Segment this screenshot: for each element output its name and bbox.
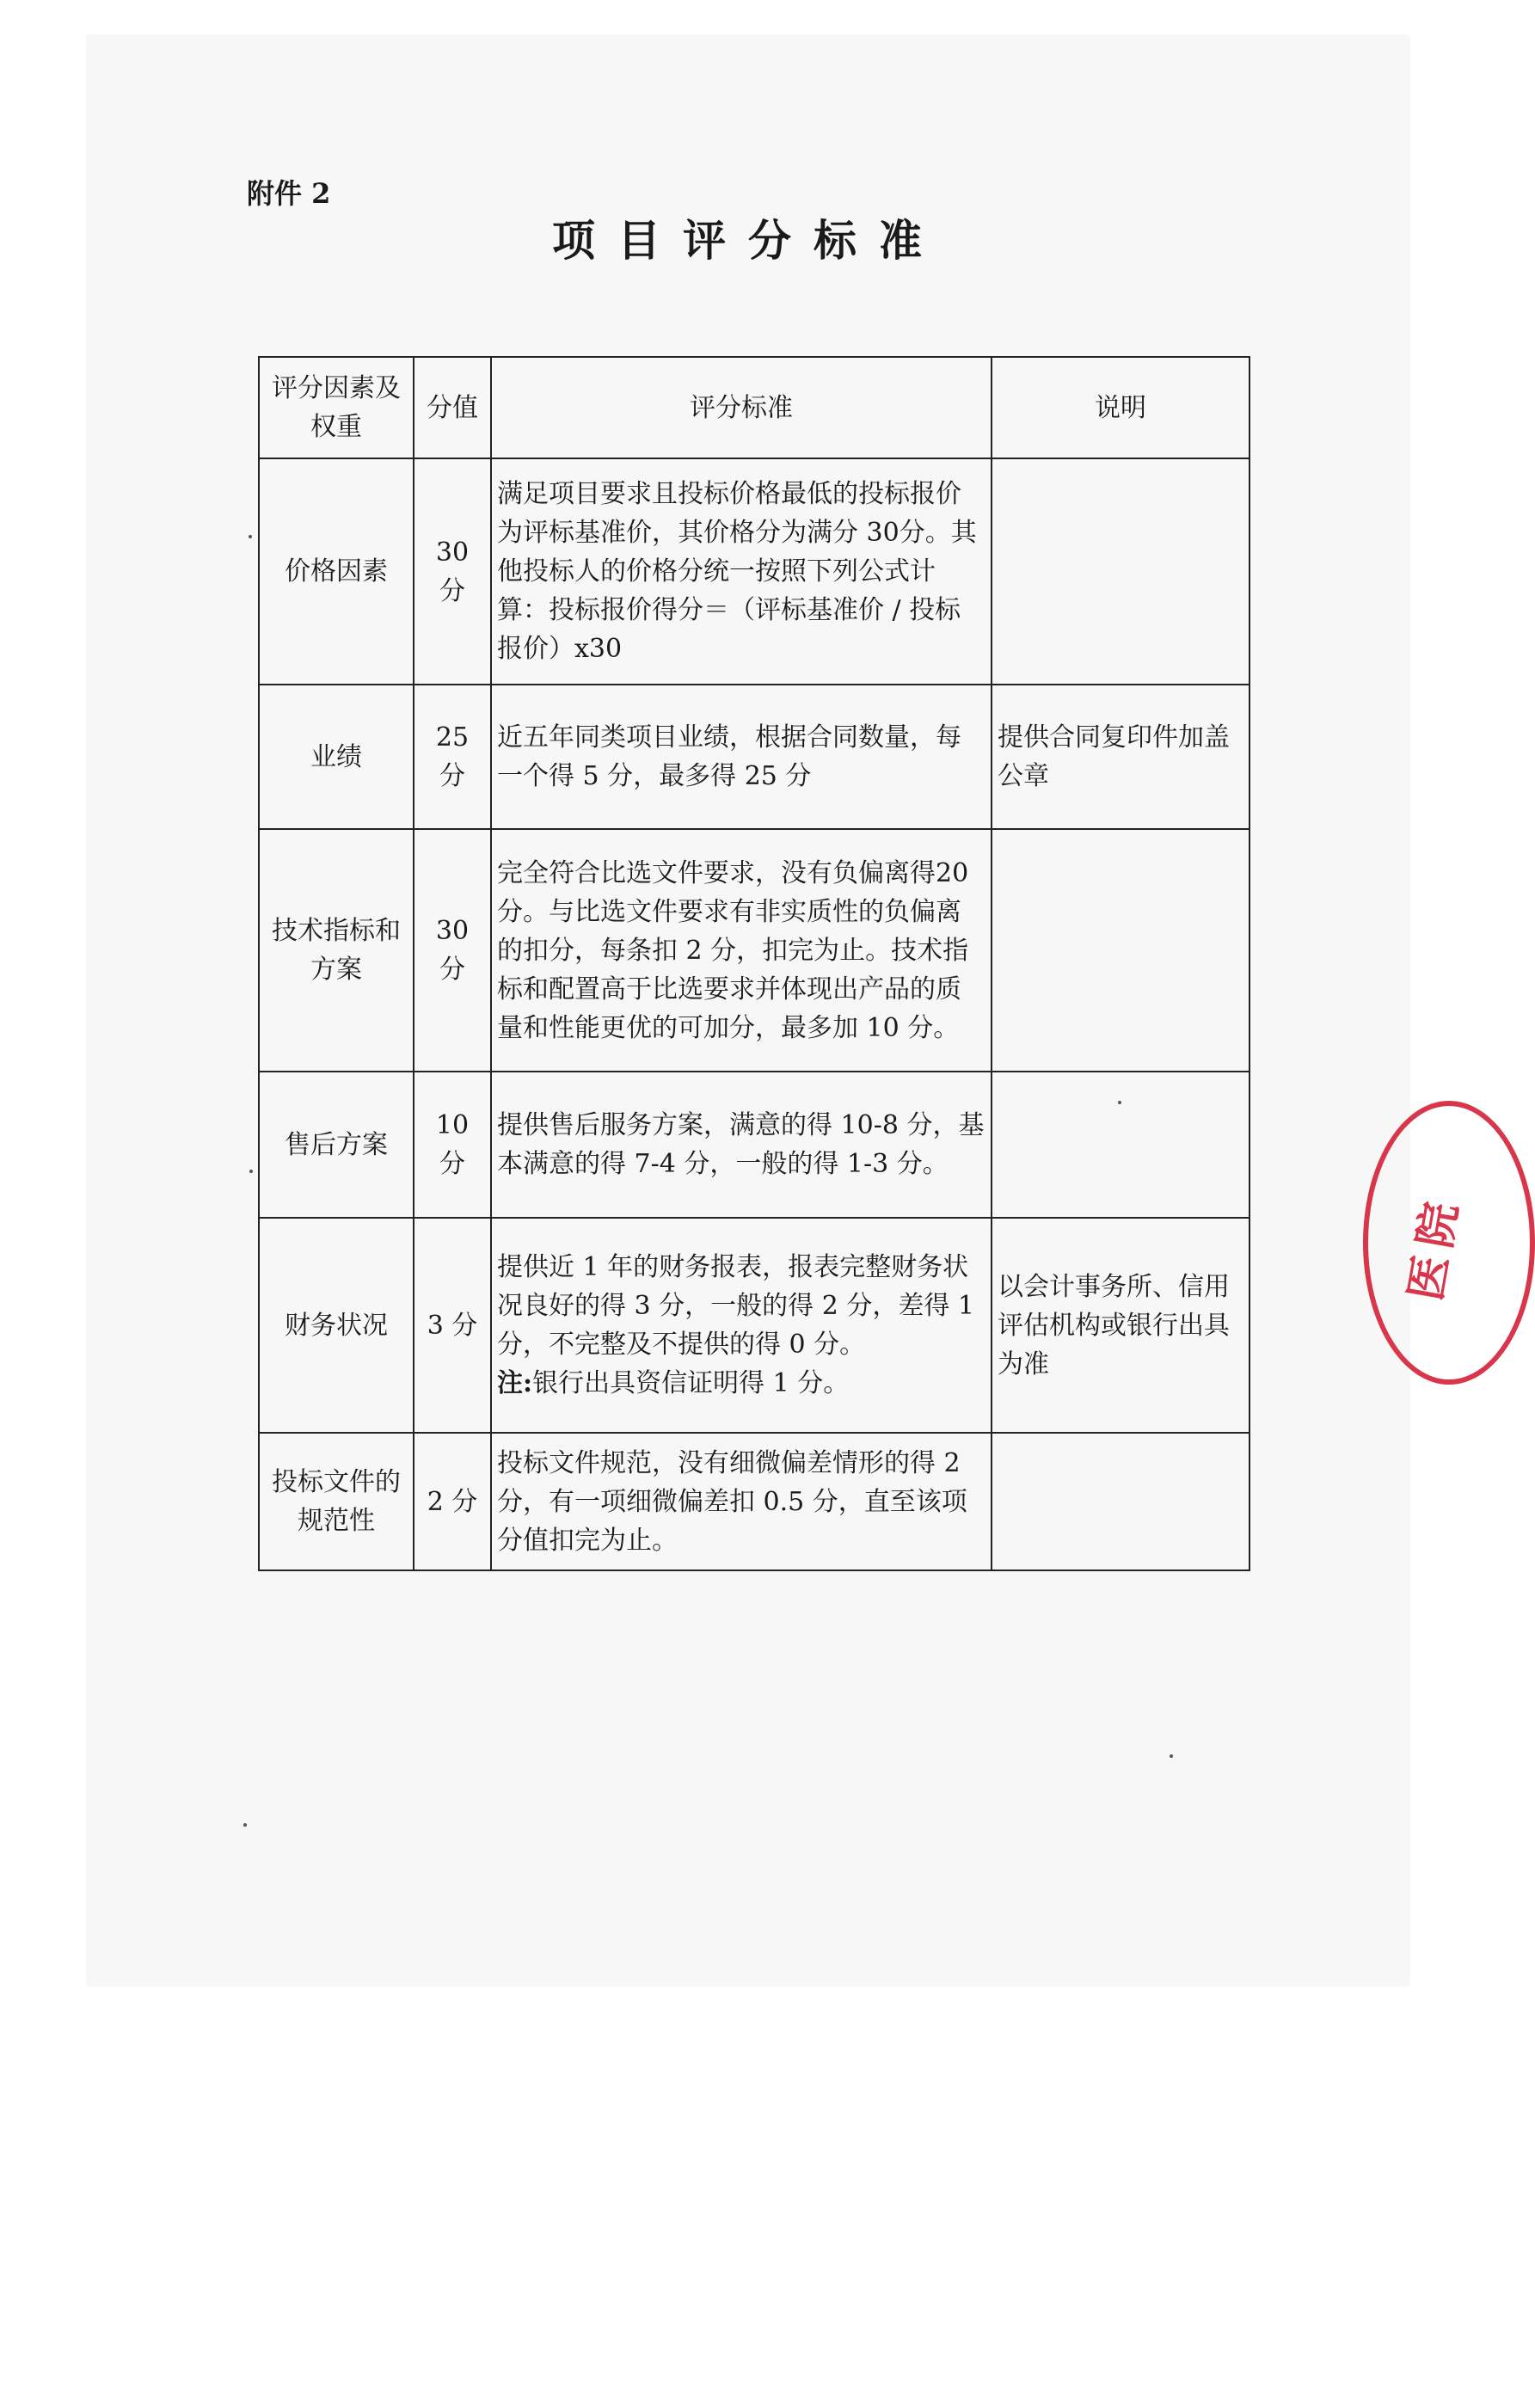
row-note: [992, 1072, 1249, 1218]
table-row: [259, 829, 1249, 1072]
column-header-factor: 评分因素及权重: [259, 357, 414, 458]
row-note: 提供合同复印件加盖公章: [992, 685, 1249, 829]
scan-speck: [1118, 1101, 1121, 1104]
attachment-label: 附件 2: [247, 177, 331, 210]
row-criteria: 提供近 1 年的财务报表，报表完整财务状况良好的得 3 分，一般的得 2 分，差得 1 分，不完整及不提供的得 0 分。: [497, 1252, 974, 1360]
column-header-note: 说明: [992, 357, 1249, 458]
row-note: [992, 829, 1249, 1072]
row-factor: 业绩: [259, 685, 414, 829]
column-header-criteria: 评分标准: [491, 357, 992, 458]
row-score: 2 分: [414, 1433, 491, 1570]
row-factor: 售后方案: [259, 1072, 414, 1218]
row-factor: 财务状况: [259, 1218, 414, 1433]
row-criteria-cell: [491, 1218, 992, 1433]
criteria-note-text: 银行出具资信证明得 1 分。: [532, 1368, 850, 1398]
seal-stamp: [1363, 1101, 1535, 1385]
row-score: 10 分: [414, 1072, 491, 1218]
row-criteria: 投标文件规范，没有细微偏差情形的得 2 分，有一项细微偏差扣 0.5 分，直至该项分值扣完为止。: [491, 1433, 992, 1570]
page-title: 项目评分标准: [552, 215, 944, 266]
row-criteria: 提供售后服务方案，满意的得 10-8 分，基本满意的得 7-4 分，一般的得 1-3 分。: [491, 1072, 992, 1218]
criteria-note-label: 注:: [497, 1368, 533, 1398]
table-row: [259, 685, 1249, 829]
row-criteria: 满足项目要求且投标价格最低的投标报价为评标基准价，其价格分为满分 30分。其他投标人的价格分统一按照下列公式计算：投标报价得分＝（评标基准价 / 投标报价）x30: [491, 458, 992, 685]
row-score: 30 分: [414, 458, 491, 685]
row-criteria: 近五年同类项目业绩，根据合同数量，每一个得 5 分，最多得 25 分: [491, 685, 992, 829]
row-score: 25 分: [414, 685, 491, 829]
row-note: [992, 458, 1249, 685]
row-note: [992, 1433, 1249, 1570]
row-score: 30 分: [414, 829, 491, 1072]
scan-speck: [249, 1170, 253, 1173]
column-header-score: 分值: [414, 357, 491, 458]
row-criteria: 完全符合比选文件要求，没有负偏离得20分。与比选文件要求有非实质性的负偏离的扣分，每条扣 2 分，扣完为止。技术指标和配置高于比选要求并体现出产品的质量和性能更优的可加分，最多加 10 分。: [491, 829, 992, 1072]
table-row: [259, 1218, 1249, 1433]
row-factor: 价格因素: [259, 458, 414, 685]
row-score: 3 分: [414, 1218, 491, 1433]
table-row: [259, 1433, 1249, 1570]
table-header-row: [259, 357, 1249, 458]
row-note: 以会计事务所、信用评估机构或银行出具为准: [992, 1218, 1249, 1433]
row-factor: 技术指标和方案: [259, 829, 414, 1072]
table-row: [259, 458, 1249, 685]
seal-text: 医院: [1399, 1190, 1470, 1305]
table-row: [259, 1072, 1249, 1218]
scan-speck: [243, 1823, 247, 1827]
scan-speck: [1170, 1754, 1173, 1758]
scoring-table: [258, 356, 1250, 1571]
scan-speck: [249, 535, 252, 538]
row-factor: 投标文件的规范性: [259, 1433, 414, 1570]
